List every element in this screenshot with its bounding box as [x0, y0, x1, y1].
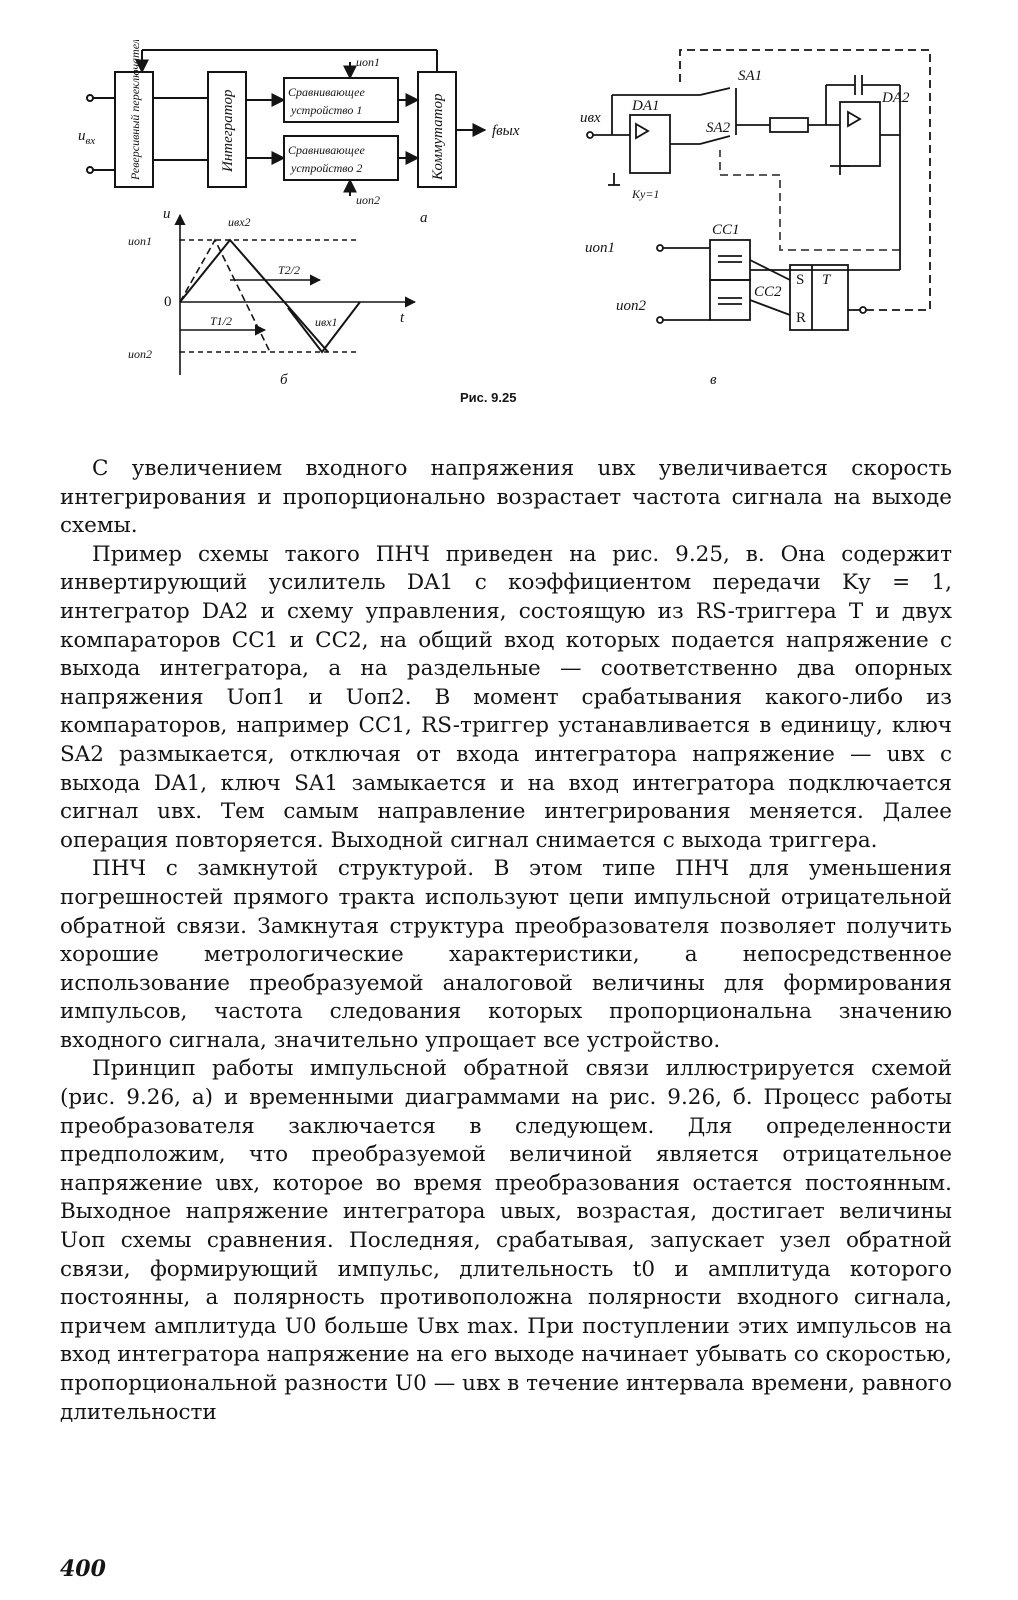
uvx1-label: uвх1 [315, 315, 338, 329]
paragraph-4: Принцип работы импульсной обратной связи иллюстрируется схемой (рис. 9.26, а) и временными диаграммами на рис. 9.26, б. Процесс работы преобразователя заключается в следующем. Для определенности предположим, что преобразуемой величиной является отрицательное напряжение uвх, которое во время преобразования остается постоянным. Выходное напряжение интегратора uвых, возрастая, достигает величины Uоп схемы сравнения. Последняя, срабатывая, запускает узел обратной связи, формирующий импульс, длительность t0 и амплитуда которого постоянны, а полярность противоположна полярности входного сигнала, причем амплитуда U0 больше Uвх max. При поступлении этих импульсов на вход интегратора напряжение на его выходе начинает убывать со скоростью, пропорциональной разности U0 — uвх в течение интервала времени, равного длительности [60, 1056, 952, 1425]
ref1-label-a: uоп1 [356, 55, 380, 69]
trigger-s-label: S [796, 272, 805, 288]
uon2-label-b: uоп2 [128, 347, 152, 361]
input-label-a: $u_{вх}$ [78, 128, 96, 147]
diagram-a-label: а [420, 210, 428, 226]
comparator-1-label-line2: устройство 1 [291, 103, 363, 117]
block-diagram-a [87, 50, 485, 196]
ky-label: Kу=1 [632, 187, 660, 201]
reverse-switch-label: Реверсивный переключатель [128, 40, 142, 180]
waveform-diagram-b [180, 215, 415, 375]
input-label-c: uвх [580, 110, 601, 126]
paragraph-2: Пример схемы такого ПНЧ приведен на рис. 9.25, в. Она содержит инвертирующий усилитель DA1 с коэффициентом передачи Kу = 1, интегратор DA2 и схему управления, состоящую из RS-триггера T и двух компараторов CC1 и CC2, на общий вход которых подается напряжение с выхода интегратора, а на раздельные — соответственно два опорных напряжения Uоп1 и Uоп2. В момент срабатывания какого-либо из компараторов, например CC1, RS-триггер устанавливается в единицу, ключ SA2 размыкается, отключая от входа интегратора напряжение — uвх с выхода DA1, ключ SA1 замыкается и на вход интегратора подключается сигнал uвх. Тем самым направление интегрирования меняется. Далее операция повторяется. Выходной сигнал снимается с выхода триггера. [60, 541, 952, 853]
switch-label: Коммутатор [430, 93, 446, 180]
axis-u-label: u [163, 206, 171, 222]
figure-caption: Рис. 9.25 [460, 390, 517, 405]
page-number: 400 [60, 1556, 106, 1582]
t2-label: T2/2 [278, 263, 301, 277]
comparator-1-label-line1: Сравнивающее [288, 85, 365, 99]
trigger-t-label: T [822, 272, 831, 288]
diagram-b-label: б [280, 372, 288, 388]
uon1-label-c: uоп1 [585, 240, 615, 256]
figure-9-25 [60, 40, 980, 420]
origin-label: 0 [164, 294, 172, 310]
output-label-a: fвых [492, 123, 520, 139]
cc2-comparator [710, 280, 750, 320]
sa2-label: SA2 [706, 120, 731, 136]
da2-integrator [840, 102, 880, 166]
da1-label: DA1 [632, 98, 660, 114]
diagram-c-label: в [710, 372, 717, 388]
da2-label: DA2 [882, 90, 910, 106]
axis-t-label: t [400, 310, 405, 326]
sa1-label: SA1 [738, 68, 763, 84]
body-text [60, 455, 952, 1427]
cc1-label: CC1 [712, 222, 740, 238]
uvx2-label: uвх2 [228, 215, 251, 229]
comparator-2-label-line2: устройство 2 [291, 161, 363, 175]
trigger-r-label: R [796, 310, 807, 326]
cc2-label: CC2 [754, 284, 782, 300]
paragraph-1: С увеличением входного напряжения uвх увеличивается скорость интегрирования и пропорционально возрастает частота сигнала на выходе схемы. [60, 456, 952, 539]
uon2-label-c: uоп2 [616, 298, 646, 314]
ref2-label-a: uоп2 [356, 193, 380, 207]
paragraph-3: ПНЧ с замкнутой структурой. В этом типе ПНЧ для уменьшения погрешностей прямого тракта используют цепи импульсной отрицательной обратной связи. Замкнутая структура преобразователя позволяет получить хорошие метрологические характеристики, а непосредственное использование преобразуемой аналоговой величины для формирования импульсов, частота следования которых пропорциональна значению входного сигнала, значительно упрощает все устройство. [60, 856, 952, 1053]
cc1-comparator [710, 240, 750, 280]
comparator-2-label-line1: Сравнивающее [288, 143, 365, 157]
t1-label: T1/2 [210, 314, 233, 328]
uon1-label-b: uоп1 [128, 234, 152, 248]
integrator-label: Интегратор [220, 89, 236, 172]
